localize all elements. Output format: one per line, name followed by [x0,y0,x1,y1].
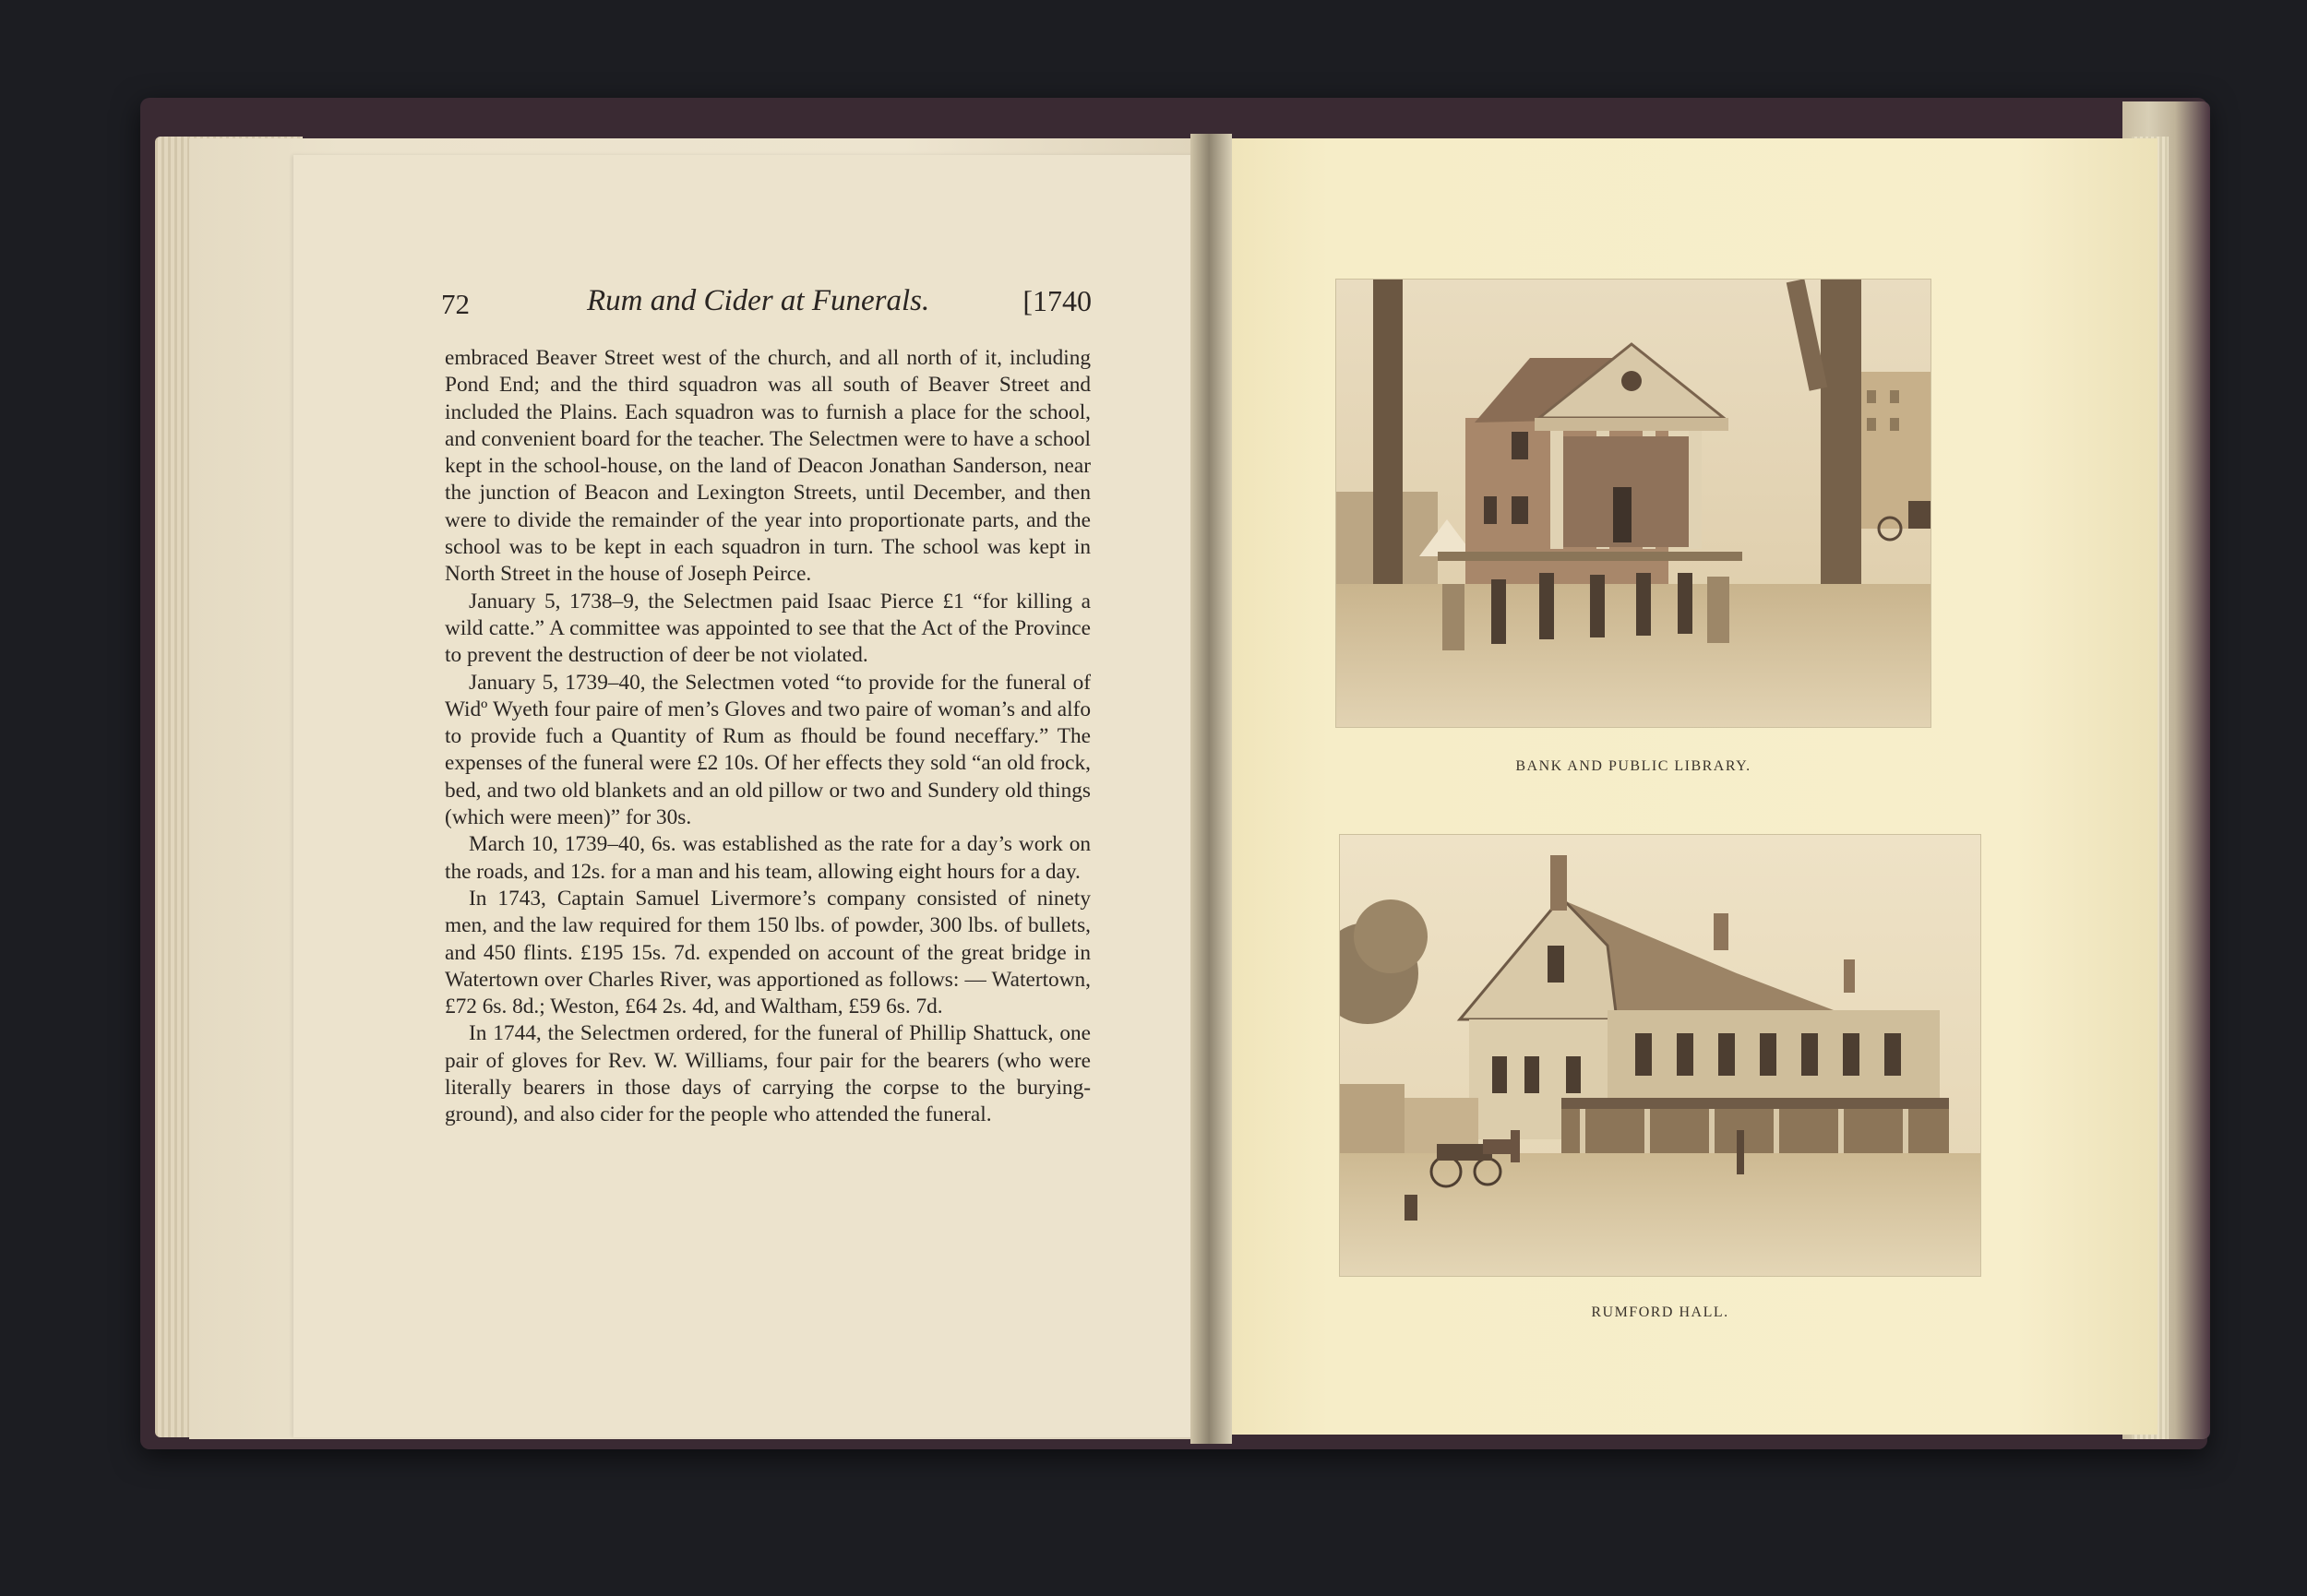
paragraph: In 1744, the Selectmen ordered, for the funeral of Phillip Shattuck, one pair of gloves for Rev. W. Williams, four pair for the bearers (who were literally bearers in those days of carrying the corpse to the burying-ground), and also cider for the people who attended the funeral. [445,1021,1091,1127]
paragraph: January 5, 1739–40, the Selectmen voted “to provide for the funeral of Widº Wyeth four paire of men’s Gloves and two paire of woman’s and alfo to provide fuch a Quantity of Rum as fhould be found neceffary.” The expenses of the funeral were £2 10s. Of her effects they sold “an old frock, bed, and two old blankets and an old pillow or two and Sundery old things (which were meen)” for 30s. [445,670,1091,830]
paragraph: embraced Beaver Street west of the church, and all north of it, including Pond End; and the third squadron was all south of Beaver Street and included the Plains. Each squadron was to furnish a place for the school, and convenient board for the teacher. The Selectmen were to have a school kept in the school-house, on the land of Deacon Jonathan Sanderson, near the junction of Beacon and Lexington Streets, until December, and then were to divide the remainder of the year into proportionate parts, and the school was to be kept in each squadron in turn. The school was kept in North Street in the house of Joseph Peirce. [445,346,1091,587]
rumford-hall-photo [1340,835,1980,1276]
plate-caption: RUMFORD HALL. [1591,1304,1729,1320]
page-number: 72 [441,288,470,320]
paragraph: January 5, 1738–9, the Selectmen paid Isaac Pierce £1 “for killing a wild catte.” A committee was appointed to see that the Act of the Province to prevent the destruction of deer be not violated. [445,589,1091,668]
plate-caption: BANK AND PUBLIC LIBRARY. [1515,758,1751,774]
book-gutter [1190,134,1232,1444]
running-head [441,284,1092,327]
body-text [445,345,1091,1129]
paragraph: March 10, 1739–40, 6s. was established as the rate for a day’s work on the roads, and 12s. for a man and his team, allowing eight hours for a day. [445,832,1091,884]
running-title: Rum and Cider at Funerals. [587,284,930,317]
running-year: [1740 [1022,284,1092,317]
bank-library-photo [1336,280,1930,727]
paragraph: In 1743, Captain Samuel Livermore’s company consisted of ninety men, and the law required for them 150 lbs. of powder, 300 lbs. of bullets, and 450 flints. £195 15s. 7d. expended on account of the great bridge in Watertown over Charles River, was apportioned as follows: — Watertown, £72 6s. 8d.; Weston, £64 2s. 4d, and Waltham, £59 6s. 7d. [445,886,1091,1019]
